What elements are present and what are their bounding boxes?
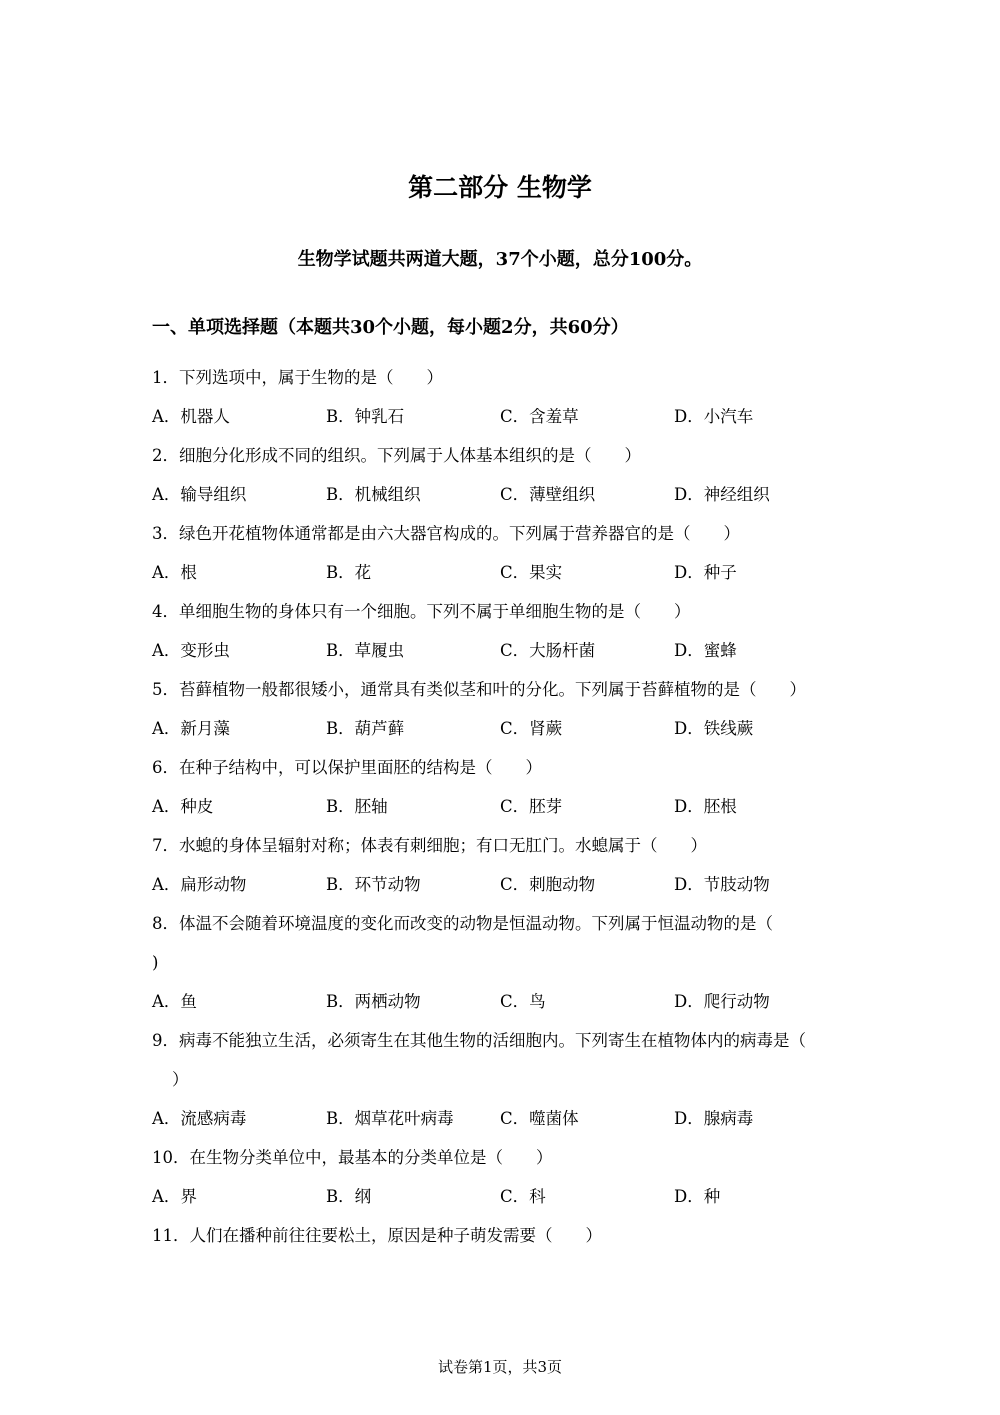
- option-d: D．腺病毒: [674, 1109, 754, 1128]
- question-stem: 7．水螅的身体呈辐射对称；体表有刺细胞；有口无肛门。水螅属于（ ）: [152, 836, 707, 855]
- option-d: D．种子: [674, 563, 737, 582]
- option-a: A．界: [152, 1187, 197, 1206]
- option-a: A．变形虫: [152, 641, 230, 660]
- question-options: [152, 865, 852, 904]
- question-options: [152, 553, 852, 592]
- option-d: D．小汽车: [674, 407, 754, 426]
- option-d: D．蜜蜂: [674, 641, 737, 660]
- option-c: C．科: [500, 1187, 546, 1206]
- option-c: C．肾蕨: [500, 719, 563, 738]
- option-a: A．新月藻: [152, 719, 230, 738]
- question-stem: 6．在种子结构中，可以保护里面胚的结构是（ ）: [152, 758, 542, 777]
- option-a: A．机器人: [152, 407, 230, 426]
- question-stem: 2．细胞分化形成不同的组织。下列属于人体基本组织的是（ ）: [152, 446, 641, 465]
- option-a: A．输导组织: [152, 485, 247, 504]
- option-b: B．花: [326, 563, 372, 582]
- option-d: D．种: [674, 1187, 721, 1206]
- question-options: [152, 982, 852, 1021]
- question-stem-continuation: ): [152, 953, 159, 972]
- option-c: C．含羞草: [500, 407, 579, 426]
- question-stem: 1．下列选项中，属于生物的是（ ）: [152, 368, 443, 387]
- option-b: B．纲: [326, 1187, 372, 1206]
- option-b: B．烟草花叶病毒: [326, 1109, 454, 1128]
- question-stem: 8．体温不会随着环境温度的变化而改变的动物是恒温动物。下列属于恒温动物的是（: [152, 914, 773, 933]
- question-list: [152, 358, 852, 1255]
- page-footer: 试卷第1页，共3页: [437, 1358, 563, 1376]
- option-a: A．流感病毒: [152, 1109, 247, 1128]
- option-a: A．扁形动物: [152, 875, 247, 894]
- option-c: C．鸟: [500, 992, 546, 1011]
- question-options: [152, 787, 852, 826]
- option-d: D．铁线蕨: [674, 719, 754, 738]
- option-b: B．钟乳石: [326, 407, 405, 426]
- question-options: [152, 397, 852, 436]
- section-heading: 一、单项选择题（本题共30个小题，每小题2分，共60分）: [152, 317, 629, 338]
- option-b: B．两栖动物: [326, 992, 421, 1011]
- option-a: A．根: [152, 563, 197, 582]
- question-stem: 10．在生物分类单位中，最基本的分类单位是（ ）: [152, 1148, 553, 1167]
- option-b: B．机械组织: [326, 485, 421, 504]
- option-d: D．胚根: [674, 797, 737, 816]
- question-options: [152, 475, 852, 514]
- option-b: B．草履虫: [326, 641, 405, 660]
- option-c: C．薄壁组织: [500, 485, 596, 504]
- option-c: C．刺胞动物: [500, 875, 596, 894]
- page-title: 第二部分 生物学: [408, 173, 592, 202]
- option-d: D．爬行动物: [674, 992, 770, 1011]
- question-stem: 3．绿色开花植物体通常都是由六大器官构成的。下列属于营养器官的是（ ）: [152, 524, 740, 543]
- option-a: A．鱼: [152, 992, 197, 1011]
- option-c: C．果实: [500, 563, 563, 582]
- option-b: B．胚轴: [326, 797, 388, 816]
- question-options: [152, 1177, 852, 1216]
- option-c: C．大肠杆菌: [500, 641, 596, 660]
- option-d: D．神经组织: [674, 485, 770, 504]
- option-b: B．葫芦藓: [326, 719, 405, 738]
- option-c: C．噬菌体: [500, 1109, 579, 1128]
- exam-subtitle: 生物学试题共两道大题，37个小题，总分100分。: [297, 249, 703, 270]
- question-options: [152, 1099, 852, 1138]
- question-stem: 5．苔藓植物一般都很矮小，通常具有类似茎和叶的分化。下列属于苔藓植物的是（ ）: [152, 680, 806, 699]
- option-c: C．胚芽: [500, 797, 563, 816]
- option-a: A．种皮: [152, 797, 214, 816]
- question-options: [152, 631, 852, 670]
- question-stem: 4．单细胞生物的身体只有一个细胞。下列不属于单细胞生物的是（ ）: [152, 602, 691, 621]
- option-d: D．节肢动物: [674, 875, 770, 894]
- question-stem: 11．人们在播种前往往要松土，原因是种子萌发需要（ ）: [152, 1226, 602, 1245]
- question-options: [152, 709, 852, 748]
- question-stem: 9．病毒不能独立生活，必须寄生在其他生物的活细胞内。下列寄生在植物体内的病毒是（: [152, 1031, 806, 1050]
- question-stem-continuation: ）: [172, 1070, 189, 1089]
- option-b: B．环节动物: [326, 875, 421, 894]
